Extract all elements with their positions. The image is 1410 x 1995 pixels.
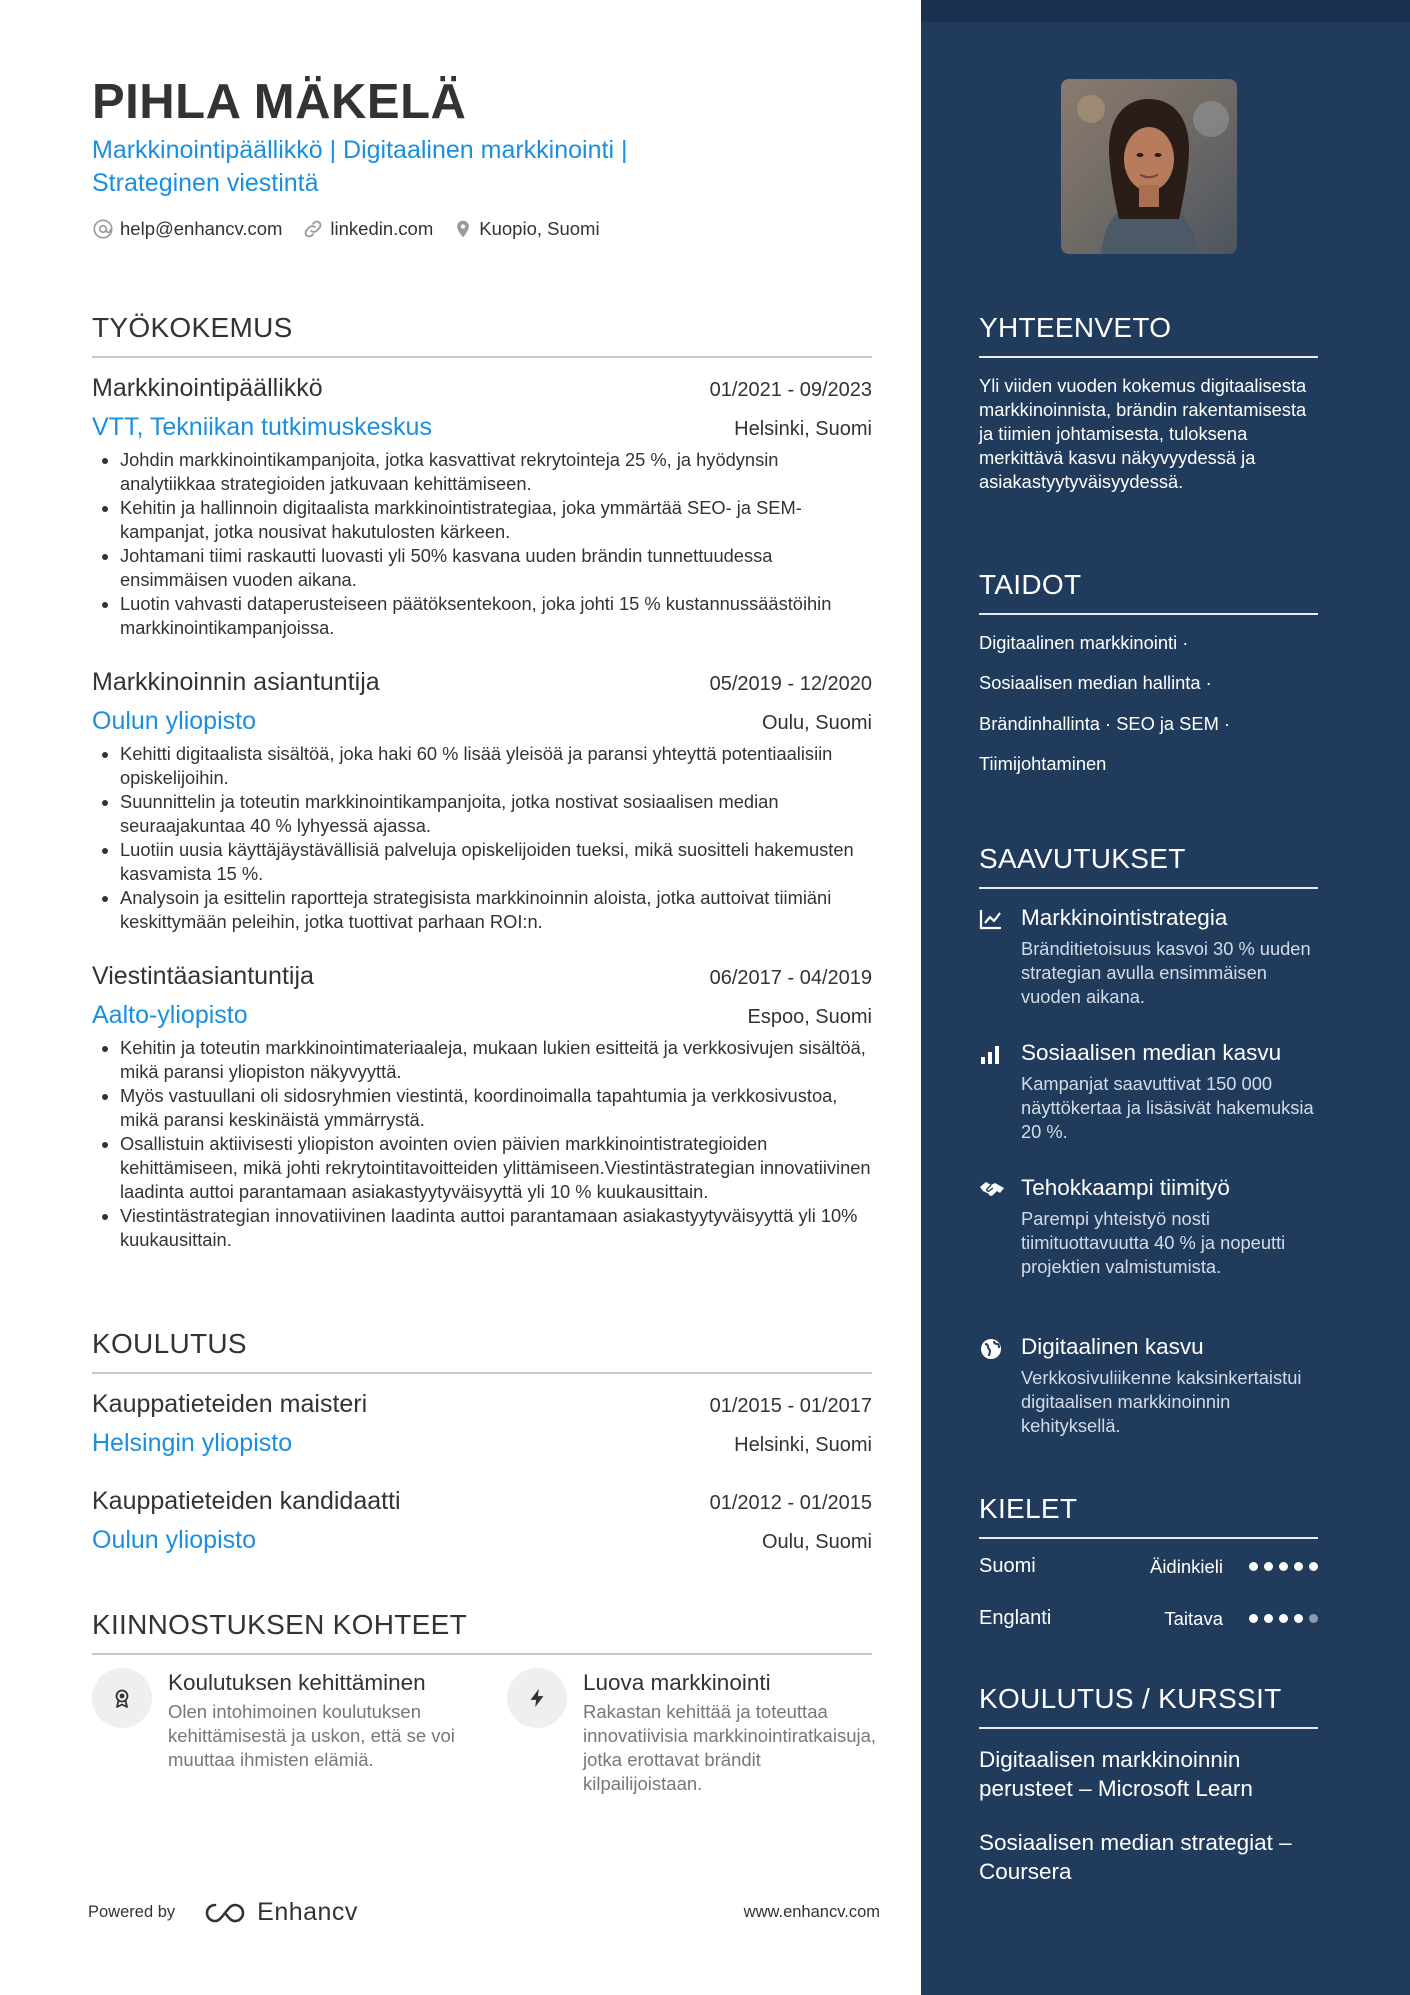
achievement-title: Digitaalinen kasvu [1021, 1334, 1204, 1359]
job-location: Oulu, Suomi [761, 712, 872, 734]
chart-line-icon [979, 908, 1005, 1009]
rating-dot-filled [1249, 1614, 1258, 1623]
skills-section-title: TAIDOT [979, 569, 1318, 615]
language-name: Englanti [979, 1607, 1052, 1629]
achievements-section-title: SAAVUTUKSET [979, 843, 1318, 889]
achievement-item [979, 1174, 1318, 1279]
job-company: Oulun yliopisto [92, 707, 256, 735]
education-location: Oulu, Suomi [761, 1531, 872, 1553]
contact-email[interactable] [92, 218, 282, 240]
job-role: Markkinoinnin asiantuntija [92, 668, 380, 696]
bullet: • Analysoin ja esittelin raportteja strategisista markkinoinnin aloista, jotka auttoivat tiimiäni keskittymään peleihin, jotka tuottivat parhaan ROI:n. [120, 886, 872, 934]
bullet: • Kehitti digitaalista sisältöä, joka haki 60 % lisää yleisöä ja paransi yhteyttä potentiaalisiin opiskelijoihin. [120, 742, 872, 790]
contact-location [453, 218, 599, 240]
at-icon [92, 218, 114, 240]
achievement-desc: Verkkosivuliikenne kaksinkertaistui digitaalisen markkinoinnin kehityksellä. [1021, 1367, 1302, 1436]
achievement-title: Tehokkaampi tiimityö [1021, 1175, 1230, 1200]
job-company: VTT, Tekniikan tutkimuskeskus [92, 413, 432, 441]
language-rating [1243, 1614, 1318, 1623]
rating-dot-filled [1249, 1562, 1258, 1571]
bullet: • Luotiin uusia käyttäjäystävällisiä palveluja opiskelijoiden tueksi, mikä suositteli hakemusten kasvamista 15 %. [120, 838, 872, 886]
skill-line: Sosiaalisen median hallinta · [979, 672, 1212, 693]
bullet: • Osallistuin aktiivisesti yliopiston avointen ovien päivien markkinointistrategioiden kehittämiseen, mikä johti rekrytointitavoitteiden ylittämiseen.Viestintästrategian innovatiivinen laadinta auttoi parantamaan asiakastyytyväisyyttä yli 10 % kuukausittain. [120, 1132, 872, 1204]
sidebar-top-band [921, 0, 1410, 22]
location-text: Kuopio, Suomi [479, 218, 600, 239]
job-bullets [92, 448, 872, 640]
interest-title: Koulutuksen kehittäminen [168, 1670, 426, 1695]
bullet: • Suunnittelin ja toteutin markkinointikampanjoita, jotka nostivat sosiaalisen median seuraajakuntaa 40 % lyhyessä ajassa. [120, 790, 872, 838]
sidebar [921, 0, 1410, 1995]
education-entry [92, 1487, 872, 1555]
interest-item [92, 1668, 482, 1772]
education-location: Helsinki, Suomi [734, 1434, 872, 1456]
job-dates: 05/2019 - 12/2020 [709, 673, 872, 695]
experience-entry [92, 962, 872, 1252]
globe-icon [979, 1337, 1005, 1438]
interests-section-title: KIINNOSTUKSEN KOHTEET [92, 1609, 872, 1655]
powered-by [88, 1898, 358, 1927]
experience-section-title: TYÖKOKEMUS [92, 312, 872, 358]
bullet: • Luotin vahvasti dataperusteiseen päätöksentekoon, joka johti 15 % kustannussäästöihin markkinointikampanjoissa. [120, 592, 872, 640]
achievement-item [979, 904, 1318, 1009]
job-location: Espoo, Suomi [747, 1006, 872, 1028]
interest-title: Luova markkinointi [583, 1670, 771, 1695]
rating-dot-filled [1279, 1562, 1288, 1571]
language-level: Taitava [1164, 1607, 1223, 1629]
achievement-item [979, 1333, 1318, 1438]
bullet: • Kehitin ja hallinnoin digitaalista markkinointistrategiaa, joka ymmärtää SEO- ja SEM-kampanjat, jotka nousivat hakutulosten kärkeen. [120, 496, 872, 544]
rating-dot-filled [1264, 1562, 1273, 1571]
language-level: Äidinkieli [1149, 1555, 1223, 1577]
bullet: • Johdin markkinointikampanjoita, jotka kasvattivat rekrytointeja 25 %, ja hyödynsin analytiikkaa strategioiden jatkuvaan kehittämiseen. [120, 448, 872, 496]
rating-dot-filled [1294, 1614, 1303, 1623]
bolt-icon [507, 1668, 567, 1728]
job-company: Aalto-yliopisto [92, 1001, 248, 1029]
skill-line: Tiimijohtaminen [979, 753, 1107, 774]
headline: Markkinointipäällikkö | Digitaalinen markkinointi | Strateginen viestintä [92, 136, 628, 197]
job-bullets [92, 742, 872, 934]
degree: Kauppatieteiden kandidaatti [92, 1487, 401, 1515]
enhancv-logo-icon [201, 1900, 249, 1926]
degree: Kauppatieteiden maisteri [92, 1390, 368, 1418]
award-icon [92, 1668, 152, 1728]
school: Oulun yliopisto [92, 1526, 256, 1554]
contact-row [92, 218, 620, 240]
education-entry [92, 1390, 872, 1458]
achievement-desc: Bränditietoisuus kasvoi 30 % uuden strategian avulla ensimmäisen vuoden aikana. [1021, 938, 1311, 1007]
location-pin-icon [453, 218, 473, 240]
bar-chart-icon [979, 1043, 1005, 1144]
email-text: help@enhancv.com [120, 218, 283, 239]
achievement-desc: Parempi yhteistyö nosti tiimituottavuutta 40 % ja nopeutti projektien valmistumista. [1021, 1208, 1286, 1277]
brand-name: Enhancv [257, 1898, 358, 1926]
job-dates: 06/2017 - 04/2019 [709, 967, 872, 989]
job-dates: 01/2021 - 09/2023 [709, 379, 872, 401]
job-role: Markkinointipäällikkö [92, 374, 323, 402]
course-item: Sosiaalisen median strategiat – Coursera [979, 1830, 1292, 1884]
interest-desc: Rakastan kehittää ja toteuttaa innovatiivisia markkinointiratkaisuja, jotka erottavat brändit kilpailijoistaan. [583, 1701, 877, 1794]
link-icon [302, 218, 324, 240]
rating-dot-empty [1309, 1614, 1318, 1623]
job-location: Helsinki, Suomi [734, 418, 872, 440]
achievement-title: Sosiaalisen median kasvu [1021, 1040, 1282, 1065]
candidate-name: PIHLA MÄKELÄ [92, 75, 467, 129]
brand-logo[interactable] [201, 1898, 358, 1927]
rating-dot-filled [1264, 1614, 1273, 1623]
languages-section-title: KIELET [979, 1493, 1318, 1539]
courses-section-title: KOULUTUS / KURSSIT [979, 1683, 1318, 1729]
education-dates: 01/2012 - 01/2015 [709, 1492, 872, 1514]
footer [88, 1898, 880, 1927]
handshake-icon [979, 1178, 1005, 1279]
footer-website[interactable]: www.enhancv.com [743, 1903, 880, 1921]
language-item [979, 1607, 1318, 1630]
summary-section-title: YHTEENVETO [979, 312, 1318, 358]
skill-line: Digitaalinen markkinointi · [979, 632, 1189, 653]
rating-dot-filled [1309, 1562, 1318, 1571]
interest-item [507, 1668, 877, 1796]
experience-entry [92, 668, 872, 934]
education-section-title: KOULUTUS [92, 1328, 872, 1374]
achievement-title: Markkinointistrategia [1021, 905, 1228, 930]
rating-dot-filled [1294, 1562, 1303, 1571]
language-item [979, 1555, 1318, 1578]
school: Helsingin yliopisto [92, 1429, 293, 1457]
language-rating [1243, 1562, 1318, 1571]
job-bullets [92, 1036, 872, 1252]
experience-entry [92, 374, 872, 640]
rating-dot-filled [1279, 1614, 1288, 1623]
bullet: • Viestintästrategian innovatiivinen laadinta auttoi parantamaan asiakastyytyväisyyttä yli 10% kuukausittain. [120, 1204, 872, 1252]
profile-photo [1061, 79, 1237, 254]
summary-text: Yli viiden vuoden kokemus digitaalisesta markkinoinnista, brändin rakentamisesta ja tiimien johtamisesta, tuloksena merkittävä kasvu näkyvyydessä ja asiakastyytyväisyydessä. [979, 375, 1307, 492]
education-dates: 01/2015 - 01/2017 [709, 1395, 872, 1417]
achievement-desc: Kampanjat saavuttivat 150 000 näyttökertaa ja lisäsivät hakemuksia 20 %. [1021, 1073, 1314, 1142]
skill-line: Brändinhallinta · SEO ja SEM · [979, 713, 1230, 734]
bullet: • Myös vastuullani oli sidosryhmien viestintä, koordinoimalla tapahtumia ja verkkosivustoa, mikä paransi keskinäistä ymmärrystä. [120, 1084, 872, 1132]
achievement-item [979, 1039, 1318, 1144]
interest-desc: Olen intohimoinen koulutuksen kehittämisestä ja uskon, että se voi muuttaa ihmisten elämiä. [168, 1701, 455, 1770]
job-role: Viestintäasiantuntija [92, 962, 314, 990]
linkedin-text: linkedin.com [330, 218, 434, 239]
course-item: Digitaalisen markkinoinnin perusteet – Microsoft Learn [979, 1747, 1253, 1801]
language-name: Suomi [979, 1555, 1036, 1577]
bullet: • Johtamani tiimi raskautti luovasti yli 50% kasvana uuden brändin tunnettuudessa ensimmäisen vuoden aikana. [120, 544, 872, 592]
powered-label: Powered by [88, 1903, 176, 1921]
bullet: • Kehitin ja toteutin markkinointimateriaaleja, mukaan lukien esitteitä ja verkkosivujen sisältöä, mikä paransi yliopiston näkyvyyttä. [120, 1036, 872, 1084]
contact-linkedin[interactable] [302, 218, 433, 240]
